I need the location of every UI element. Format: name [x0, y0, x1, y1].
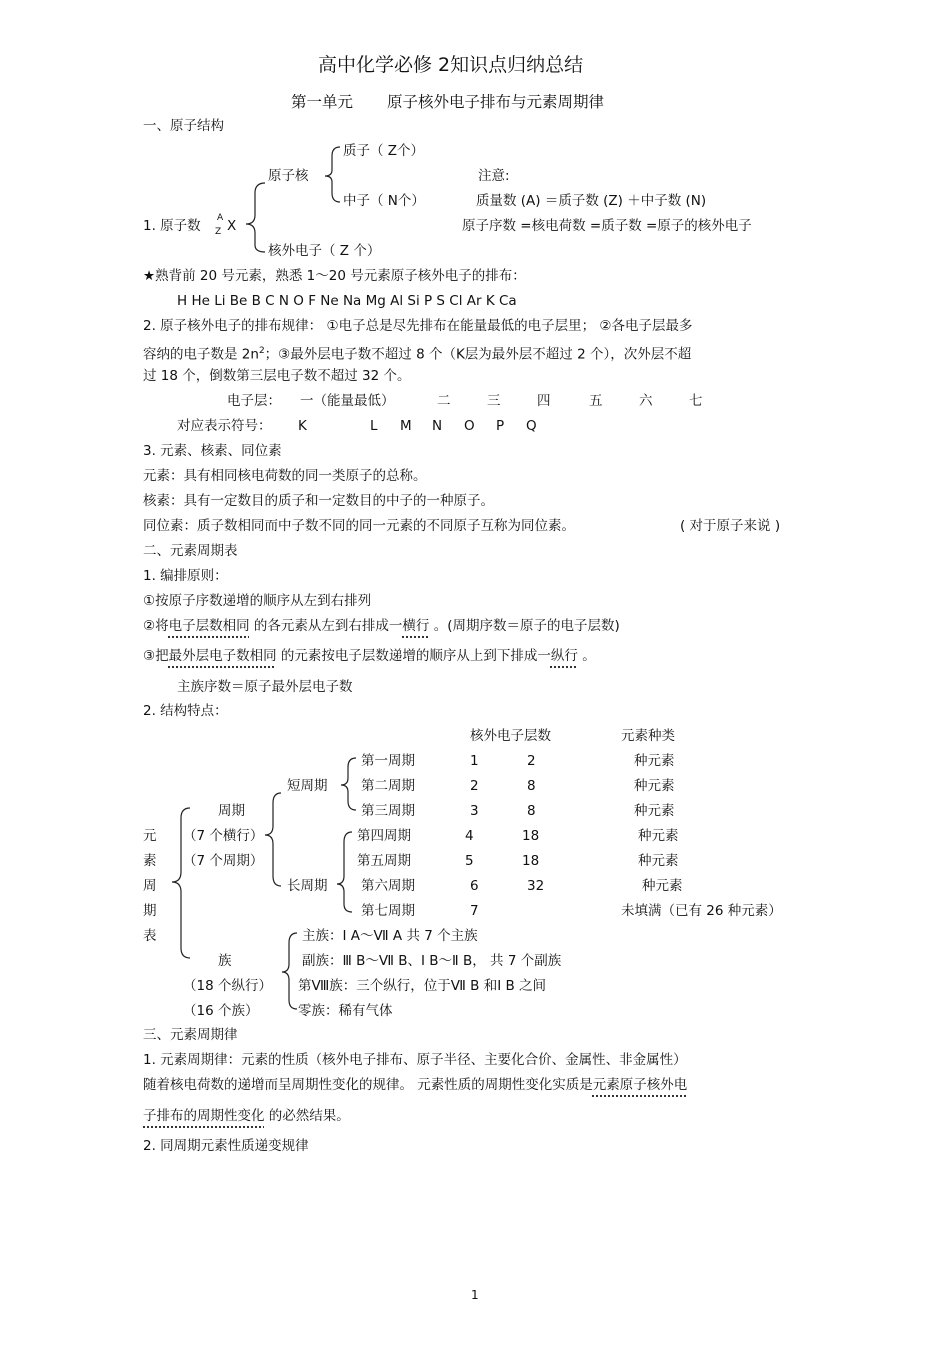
atom-label: 1. 原子数	[143, 218, 201, 234]
neutron-label: 中子（ N个）	[343, 193, 425, 209]
shell-item: 五	[589, 393, 603, 409]
period-name: 第二周期	[361, 778, 415, 794]
periodic-law-line2: 随着核电荷数的递增而呈周期性变化的规律。 元素性质的周期性变化实质是元素原子核外电	[143, 1077, 688, 1093]
definition-nuclide: 核素：具有一定数目的质子和一定数目的中子的一种原子。	[143, 493, 494, 509]
shell-item: 四	[537, 393, 551, 409]
period-kind: 种元素	[634, 753, 675, 769]
document-title: 高中化学必修 2知识点归纳总结	[318, 54, 584, 76]
section-heading-atom-structure: 一、原子结构	[143, 118, 224, 134]
period-element-count: 32	[527, 878, 545, 894]
atom-mass-superscript: A	[217, 213, 224, 223]
period-kind: 种元素	[638, 828, 679, 844]
section-heading-periodic-law: 三、元素周期律	[143, 1027, 238, 1043]
group-label: 族	[218, 953, 232, 969]
note-mass-number: 质量数 (A) ＝质子数 (Z) ＋中子数 (N)	[476, 193, 707, 209]
period-element-count: 18	[522, 828, 540, 844]
definition-element: 元素：具有相同核电荷数的同一类原子的总称。	[143, 468, 427, 484]
first-20-elements: H He Li Be B C N O F Ne Na Mg Al Si P S Cl Ar K Ca	[177, 293, 517, 309]
shell-symbol: L	[370, 418, 378, 434]
period-kind: 种元素	[638, 853, 679, 869]
subsection-heading: 1. 编排原则：	[143, 568, 228, 584]
subsection-heading: 3. 元素、核素、同位素	[143, 443, 282, 459]
table-vertical-char: 期	[143, 903, 157, 919]
memorize-note: ★熟背前 20 号元素，熟悉 1～20 号元素原子核外电子的排布：	[143, 268, 526, 284]
column-header-kinds: 元素种类	[621, 728, 675, 744]
group-count: （16 个族）	[183, 1003, 259, 1019]
shell-item: 七	[689, 393, 703, 409]
shell-item: 六	[639, 393, 653, 409]
electron-rule-line1: 2. 原子核外电子的排布规律： ①电子总是尽先排布在能量最低的电子层里； ②各电子层最多	[143, 318, 693, 334]
atom-symbol: X	[227, 218, 237, 234]
electron-rule-line2: 容纳的电子数是 $2n^2$；③最外层电子数不超过 8 个（K层为最外层不超过 2 个），次外层不超	[143, 346, 692, 363]
principle-2: ②将电子层数相同 的各元素从左到右排成一横行 。(周期序数＝原子的电子层数)	[143, 618, 620, 634]
shell-label: 电子层：	[227, 393, 281, 409]
period-name: 第一周期	[361, 753, 415, 769]
period-kind: 种元素	[642, 878, 683, 894]
period-element-count: 8	[527, 803, 536, 819]
isotope-note: ( 对于原子来说 )	[680, 518, 781, 534]
period-layers: 2	[470, 778, 479, 794]
nucleus-label: 原子核	[268, 168, 309, 184]
subsection-heading: 2. 结构特点：	[143, 703, 228, 719]
period-layers: 5	[465, 853, 474, 869]
atom-number-subscript: Z	[215, 227, 222, 237]
period-layers: 4	[465, 828, 474, 844]
group-item: 副族：Ⅲ B～Ⅶ B、Ⅰ B～Ⅱ B， 共 7 个副族	[302, 953, 562, 969]
note-atomic-number: 原子序数 =核电荷数 =质子数 =原子的核外电子	[462, 218, 752, 234]
shell-symbol: K	[298, 418, 307, 434]
shell-item: 一（能量最低）	[300, 393, 395, 409]
proton-label: 质子（ Z个）	[343, 143, 425, 159]
period-rows: （7 个横行）	[183, 828, 264, 844]
shell-symbol: N	[432, 418, 443, 434]
note-title: 注意:	[478, 168, 510, 184]
table-vertical-char: 周	[143, 878, 157, 894]
table-vertical-char: 表	[143, 928, 157, 944]
subsection-heading: 2. 同周期元素性质递变规律	[143, 1138, 309, 1154]
unit-name: 第一单元	[291, 93, 354, 111]
period-layers: 3	[470, 803, 479, 819]
period-element-count: 18	[522, 853, 540, 869]
periodic-law-line3: 子排布的周期性变化 的必然结果。	[143, 1108, 350, 1124]
period-kind: 种元素	[634, 803, 675, 819]
shell-symbol: O	[464, 418, 475, 434]
period-kind: 未填满（已有 26 种元素）	[621, 903, 782, 919]
period-name: 第七周期	[361, 903, 415, 919]
periodic-law-line1: 1. 元素周期律：元素的性质（核外电子排布、原子半径、主要化合价、金属性、非金属性）	[143, 1052, 687, 1068]
principle-3: ③把最外层电子数相同 的元素按电子层数递增的顺序从上到下排成一纵行 。	[143, 648, 596, 664]
table-vertical-char: 元	[143, 828, 157, 844]
group-item: 第Ⅷ族：三个纵行，位于Ⅶ B 和Ⅰ B 之间	[298, 978, 547, 994]
period-element-count: 8	[527, 778, 536, 794]
period-name: 第六周期	[361, 878, 415, 894]
period-element-count: 2	[527, 753, 536, 769]
shell-symbol: P	[496, 418, 505, 434]
group-item: 主族：Ⅰ A～Ⅶ A 共 7 个主族	[302, 928, 478, 944]
group-item: 零族：稀有气体	[298, 1003, 393, 1019]
period-layers: 1	[470, 753, 479, 769]
principle-1: ①按原子序数递增的顺序从左到右排列	[143, 593, 372, 609]
page-number: 1	[471, 1288, 479, 1302]
shell-symbol: M	[400, 418, 412, 434]
main-group-rule: 主族序数＝原子最外层电子数	[177, 679, 353, 695]
long-period-label: 长周期	[287, 878, 328, 894]
period-name: 第四周期	[357, 828, 411, 844]
group-cols: （18 个纵行）	[183, 978, 272, 994]
period-layers: 7	[470, 903, 479, 919]
table-vertical-char: 素	[143, 853, 157, 869]
shell-item: 三	[487, 393, 501, 409]
period-count: （7 个周期）	[183, 853, 264, 869]
definition-isotope: 同位素：质子数相同而中子数不同的同一元素的不同原子互称为同位素。	[143, 518, 575, 534]
shell-symbol: Q	[526, 418, 537, 434]
electron-rule-line3: 过 18 个，倒数第三层电子数不超过 32 个。	[143, 368, 411, 384]
period-kind: 种元素	[634, 778, 675, 794]
short-period-label: 短周期	[287, 778, 328, 794]
period-layers: 6	[470, 878, 479, 894]
unit-title: 原子核外电子排布与元素周期律	[387, 93, 605, 111]
period-name: 第五周期	[357, 853, 411, 869]
shell-item: 二	[437, 393, 451, 409]
column-header-layers: 核外电子层数	[470, 728, 551, 744]
section-heading-periodic-table: 二、元素周期表	[143, 543, 238, 559]
electron-label: 核外电子（ Z 个）	[268, 243, 381, 259]
symbol-label: 对应表示符号：	[177, 418, 272, 434]
period-label: 周期	[218, 803, 245, 819]
period-name: 第三周期	[361, 803, 415, 819]
